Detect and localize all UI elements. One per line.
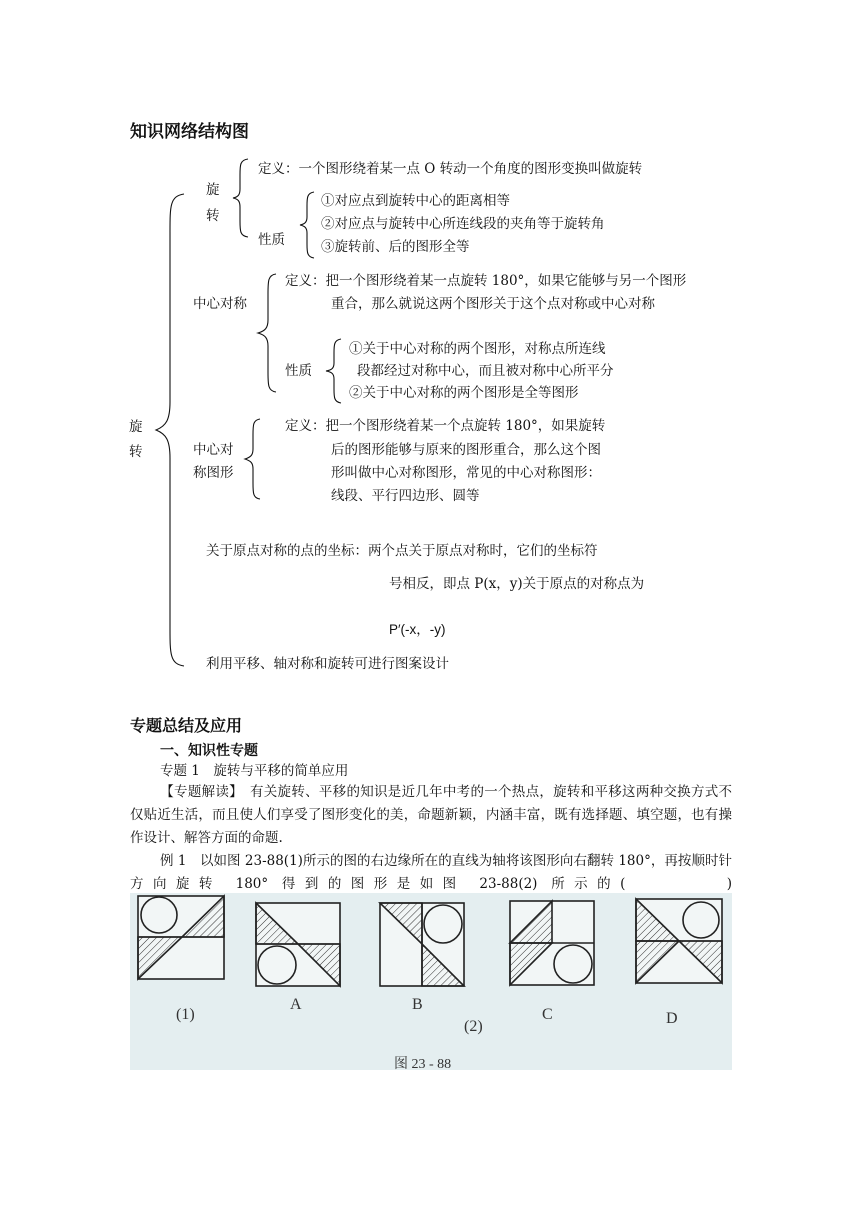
origin-line-1: 关于原点对称的点的坐标：两个点关于原点对称时，它们的坐标符	[206, 543, 598, 559]
figure-label-1: (1)	[176, 1006, 195, 1023]
figure-b-square	[380, 903, 464, 986]
rotation-label-2: 转	[206, 208, 220, 224]
rotation-property-2: ②对应点与旋转中心所连线段的夹角等于旋转角	[321, 216, 605, 232]
origin-line-2: 号相反，即点 P(x，y)关于原点的对称点为	[389, 576, 645, 592]
figure-label-b: B	[412, 996, 423, 1013]
central-symmetry-label: 中心对称	[193, 296, 247, 312]
example-paragraph	[130, 850, 732, 896]
figure-caption: 图 23 - 88	[394, 1057, 452, 1070]
root-brace	[150, 192, 190, 668]
rotation-property-label: 性质	[258, 232, 285, 248]
figure-a-square	[256, 903, 340, 986]
central-symmetry-brace	[254, 272, 280, 394]
figure-23-88	[130, 893, 732, 1070]
topic-paragraph-text: 【专题解读】 有关旋转、平移的知识是近几年中考的一个热点，旋转和平移这两种交换方式不仅贴近生活，而且使人们享受了图形变化的美，命题新颖，内涵丰富，既有选择题、填空题，也有操作设计、解答方面的命题.	[130, 784, 732, 846]
root-label-2: 转	[129, 444, 143, 460]
rotation-label-1: 旋	[206, 182, 220, 198]
rotation-property-brace	[296, 190, 320, 260]
central-figure-label-1: 中心对	[193, 442, 234, 458]
central-symmetry-definition-2: 重合，那么就说这两个图形关于这个点对称或中心对称	[331, 296, 655, 312]
central-figure-definition-1: 定义：把一个图形绕着某一个点旋转 180°，如果旋转	[285, 418, 606, 434]
figure-d-square	[636, 899, 722, 983]
topic-title: 专题 1 旋转与平移的简单应用	[160, 763, 349, 779]
figure-1-square	[138, 896, 224, 979]
figure-label-a: A	[290, 996, 302, 1013]
figure-label-c: C	[542, 1006, 553, 1023]
origin-line-3: P′(-x，-y)	[389, 622, 446, 637]
page-heading: 知识网络结构图	[130, 122, 249, 142]
central-symmetry-property-label: 性质	[285, 363, 312, 379]
central-figure-brace	[240, 417, 264, 501]
rotation-property-1: ①对应点到旋转中心的距离相等	[321, 193, 510, 209]
rotation-property-3: ③旋转前、后的图形全等	[321, 239, 470, 255]
central-figure-label-2: 称图形	[193, 465, 234, 481]
central-symmetry-definition-1: 定义：把一个图形绕着某一点旋转 180°，如果它能够与另一个图形	[285, 273, 687, 289]
figure-label-2: (2)	[464, 1018, 483, 1035]
design-line: 利用平移、轴对称和旋转可进行图案设计	[206, 656, 449, 672]
section-subheading: 一、知识性专题	[160, 743, 258, 759]
rotation-brace	[230, 157, 254, 239]
topic-paragraph	[130, 781, 732, 850]
example-paragraph-text: 例 1 以如图 23-88(1)所示的图的右边缘所在的直线为轴将该图形向右翻转 180°，再按顺时针方向旋转 180° 得到的图形是如图 23-88(2) 所示的( )	[130, 853, 732, 892]
rotation-definition: 定义：一个图形绕着某一点 O 转动一个角度的图形变换叫做旋转	[258, 161, 643, 177]
root-label-1: 旋	[129, 419, 143, 435]
central-symmetry-property-brace	[321, 337, 347, 405]
figure-c-square	[510, 901, 594, 985]
central-figure-definition-3: 形叫做中心对称图形，常见的中心对称图形：	[331, 465, 601, 481]
central-symmetry-property-1b: 段都经过对称中心，而且被对称中心所平分	[357, 363, 614, 379]
section-heading: 专题总结及应用	[130, 716, 243, 735]
central-figure-definition-2: 后的图形能够与原来的图形重合，那么这个图	[331, 442, 601, 458]
central-figure-definition-4: 线段、平行四边形、圆等	[331, 488, 480, 504]
figure-label-d: D	[666, 1010, 678, 1027]
central-symmetry-property-1: ①关于中心对称的两个图形，对称点所连线	[349, 341, 606, 357]
central-symmetry-property-2: ②关于中心对称的两个图形是全等图形	[349, 385, 579, 401]
